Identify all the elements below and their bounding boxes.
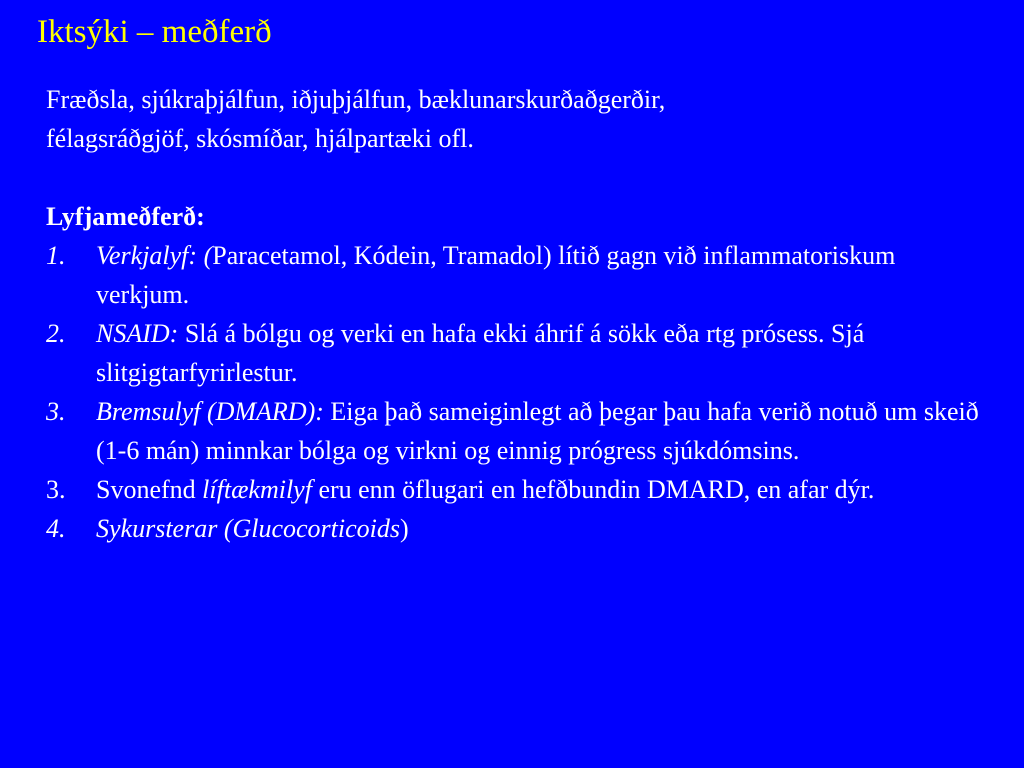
slide-title: Iktsýki – meðferð	[37, 14, 272, 50]
list-item-label: Verkjalyf: (	[96, 241, 213, 270]
section-heading: Lyfjameðferð:	[46, 202, 205, 231]
intro-line-2: félagsráðgjöf, skósmíðar, hjálpartæki ofl.	[46, 124, 474, 153]
list-item	[46, 509, 986, 548]
list-item-number: 4.	[46, 514, 66, 543]
list-item-text: eru enn öflugari en hefðbundin DMARD, en afar dýr.	[311, 475, 875, 504]
list-item-text: Eiga það sameiginlegt að þegar þau hafa verið notuð um skeið (1-6 mán) minnkar bólga og virkni og einnig prógress sjúkdómsins.	[96, 397, 979, 465]
list-item-label: NSAID:	[96, 319, 179, 348]
list-item	[46, 236, 986, 314]
list-item-number: 3.	[46, 397, 66, 426]
slide-body	[46, 80, 986, 548]
list-item-text-before: Svonefnd	[96, 475, 203, 504]
intro-paragraph	[46, 80, 986, 158]
intro-line-1: Fræðsla, sjúkraþjálfun, iðjuþjálfun, bæklunarskurðaðgerðir,	[46, 85, 666, 114]
list-item-label: líftækmilyf	[202, 475, 312, 504]
list-item-number: 2.	[46, 319, 66, 348]
list-item	[46, 470, 986, 509]
list-item-text: Slá á bólgu og verki en hafa ekki áhrif á sökk eða rtg prósess. Sjá slitgigtarfyrirlestur.	[96, 319, 865, 387]
list-item-text: Paracetamol, Kódein, Tramadol) lítið gagn við inflammatoriskum verkjum.	[96, 241, 896, 309]
list-item-number: 1.	[46, 241, 66, 270]
list-item-number: 3.	[46, 475, 66, 504]
list-item-label: Bremsulyf (DMARD):	[96, 397, 324, 426]
list-item-label: Sykursterar (Glucocorticoids	[96, 514, 401, 543]
list-item	[46, 314, 986, 392]
spacer	[46, 158, 986, 197]
list-item	[46, 392, 986, 470]
list-item-text: )	[400, 514, 409, 543]
medication-list	[46, 236, 986, 548]
